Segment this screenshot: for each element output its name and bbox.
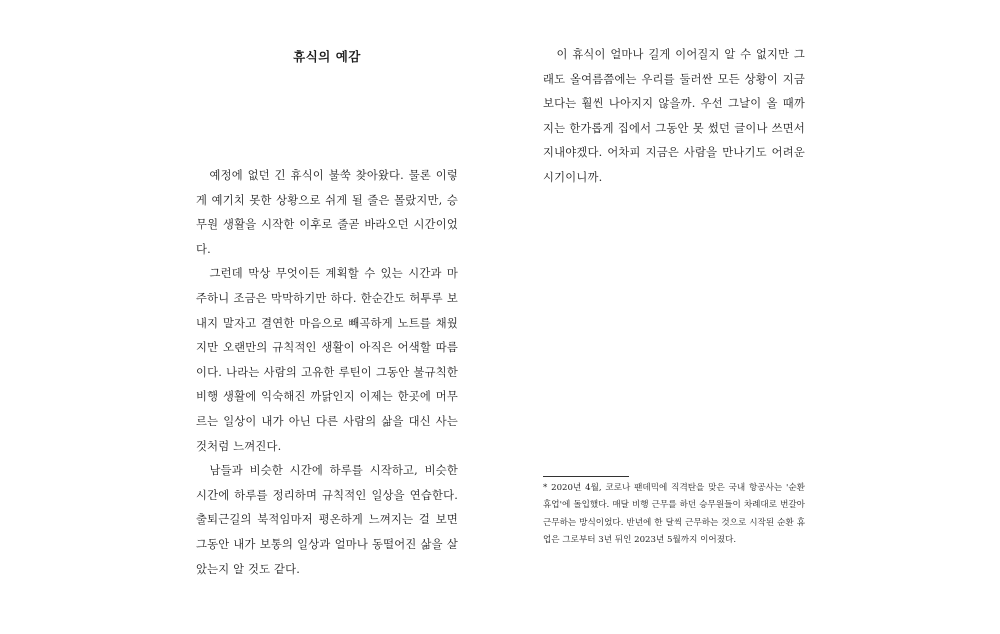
footnote-divider [543, 476, 629, 477]
paragraph: 남들과 비슷한 시간에 하루를 시작하고, 비슷한 시간에 하루를 정리하며 규칙적인 일상을 연습한다. 출퇴근길의 북적임마저 평온하게 느껴지는 걸 보면 그동안 내가 보통의 일상과 얼마나 동떨어진 삶을 살았는지 알 것도 같다. [196, 464, 458, 576]
chapter-title: 휴식의 예감 [293, 49, 361, 64]
left-page [196, 0, 458, 634]
paragraph: 이 휴식이 얼마나 길게 이어질지 알 수 없지만 그래도 올여름쯤에는 우리를 둘러싼 모든 상황이 지금보다는 훨씬 나아지지 않을까. 우선 그날이 올 때까지는 한가롭게 집에서 그동안 못 썼던 글이나 쓰면서 지내야겠다. 어차피 지금은 사람을 만나기도 어려운 시기이니까. [543, 48, 805, 184]
left-page-body [196, 164, 458, 582]
paragraph: 그런데 막상 무엇이든 계획할 수 있는 시간과 마주하니 조금은 막막하기만 하다. 한순간도 허투루 보내지 말자고 결연한 마음으로 빼곡하게 노트를 채웠지만 오랜만의 규칙적인 생활이 아직은 어색할 따름이다. 나라는 사람의 고유한 루틴이 그동안 불규칙한 비행 생활에 익숙해진 까닭인지 이제는 한곳에 머무르는 일상이 내가 아닌 다른 사람의 삶을 대신 사는 것처럼 느껴진다. [196, 267, 458, 453]
right-page [543, 0, 805, 634]
footnote: * 2020년 4월, 코로나 팬데믹에 직격탄을 맞은 국내 항공사는 '순환 휴업'에 돌입했다. 매달 비행 근무를 하던 승무원들이 차례대로 번갈아 근무하는 방식이었다. 반년에 한 달씩 근무하는 것으로 시작된 순환 휴업은 그로부터 3년 뒤인 2023년 5월까지 이어졌다. [543, 483, 805, 546]
paragraph: 예정에 없던 긴 휴식이 불쑥 찾아왔다. 물론 이렇게 예기치 못한 상황으로 쉬게 될 줄은 몰랐지만, 승무원 생활을 시작한 이후로 줄곧 바라오던 시간이었다. [196, 169, 458, 256]
right-page-body [543, 43, 805, 191]
